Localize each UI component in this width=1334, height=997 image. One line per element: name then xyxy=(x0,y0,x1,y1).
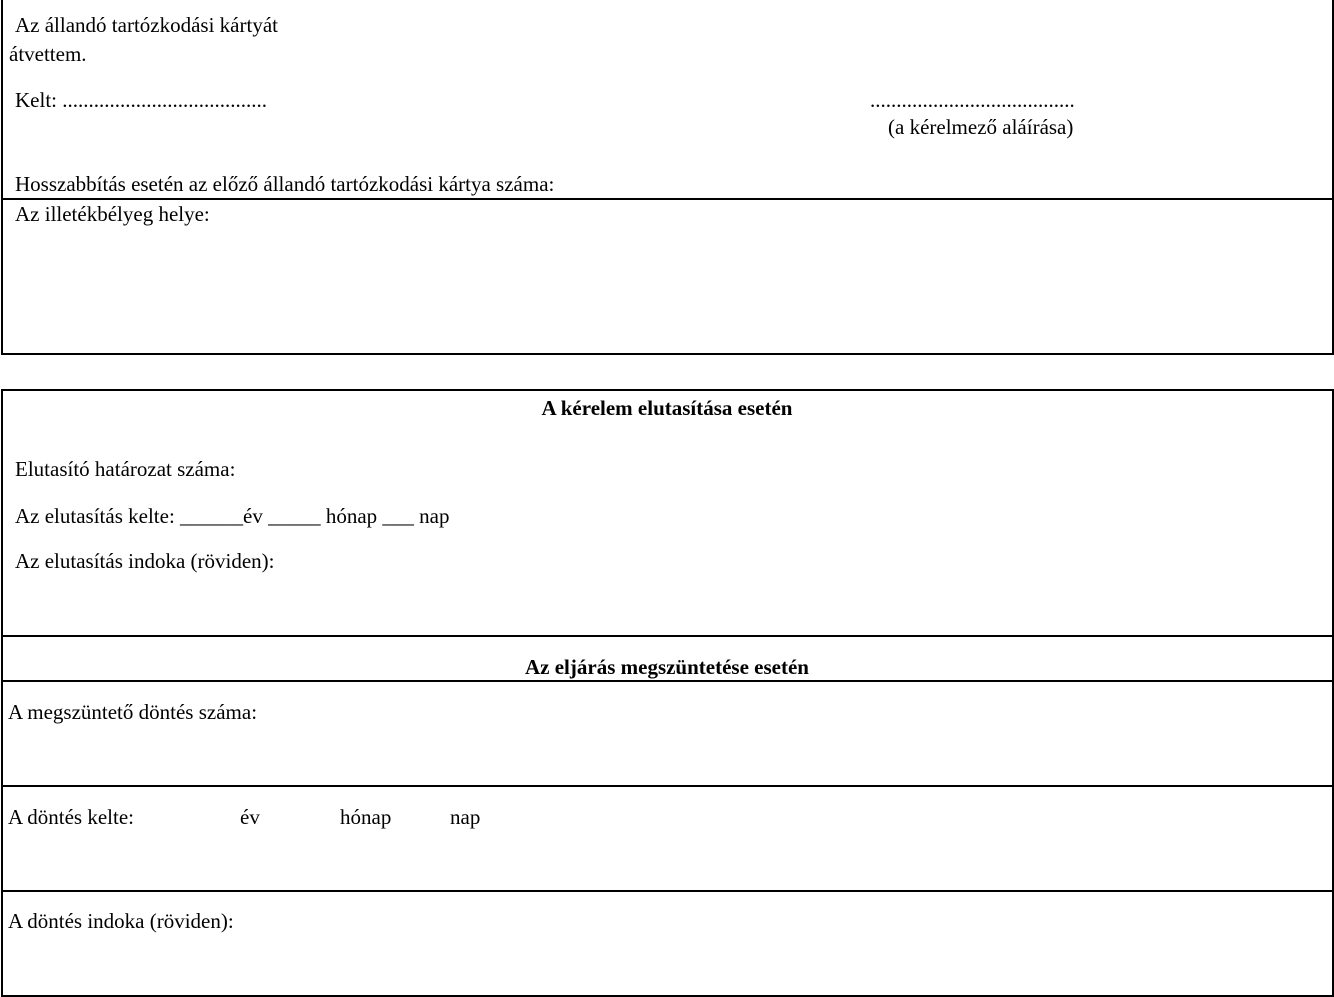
termination-reason-label: A döntés indoka (röviden): xyxy=(8,909,234,933)
termination-day-label: nap xyxy=(450,805,481,829)
termination-date-divider xyxy=(1,890,1334,892)
stamp-placeholder-label: Az illetékbélyeg helye: xyxy=(15,202,210,226)
termination-date-label: A döntés kelte: xyxy=(8,805,134,829)
termination-decision-number-label: A megszüntető döntés száma: xyxy=(8,700,258,724)
extension-card-number-label: Hosszabbítás esetén az előző állandó tartózkodási kártya száma: xyxy=(15,172,555,196)
received-line-2: átvettem. xyxy=(9,42,87,66)
date-line: Kelt: ....................................... xyxy=(15,88,267,112)
termination-month-label: hónap xyxy=(340,805,392,829)
rejection-reason-label: Az elutasítás indoka (röviden): xyxy=(15,549,275,573)
termination-number-divider xyxy=(1,785,1334,787)
rejection-decision-number-label: Elutasító határozat száma: xyxy=(15,457,236,481)
signature-line: ....................................... xyxy=(870,88,1075,112)
received-line-1: Az állandó tartózkodási kártyát xyxy=(15,13,278,37)
termination-year-label: év xyxy=(240,805,260,829)
signature-caption: (a kérelmező aláírása) xyxy=(888,115,1074,139)
rejection-date-label: Az elutasítás kelte: ______év _____ hónap ___ nap xyxy=(15,504,450,528)
rejection-divider xyxy=(1,635,1334,637)
termination-heading: Az eljárás megszüntetése esetén xyxy=(525,655,809,679)
rejection-heading: A kérelem elutasítása esetén xyxy=(541,396,793,420)
receipt-divider xyxy=(1,198,1334,200)
termination-heading-divider xyxy=(1,680,1334,682)
